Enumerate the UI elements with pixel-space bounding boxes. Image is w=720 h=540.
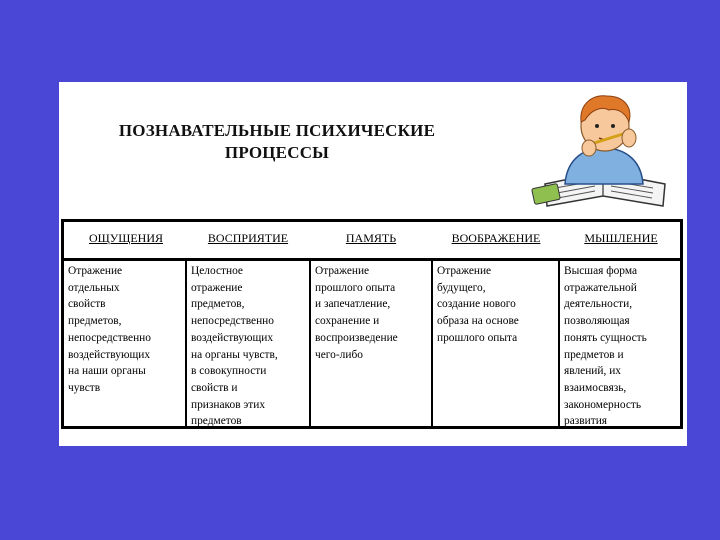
cell-line: воздействующих	[191, 331, 274, 344]
cell-line: Отражение	[437, 265, 492, 277]
cell-sensation	[64, 261, 185, 426]
cell-line: понять сущность	[564, 331, 647, 344]
cell-line: Целостное	[191, 265, 243, 277]
cell-line: позволяющая	[564, 315, 630, 328]
cell-line: будущего,	[437, 281, 486, 294]
cell-line: взаимосвязь,	[564, 381, 627, 394]
cell-imagination	[433, 261, 558, 426]
slide-title-line-2: ПРОЦЕССЫ	[224, 143, 330, 162]
cell-line: непосредственно	[191, 315, 274, 328]
cell-line: предметов	[191, 415, 242, 428]
cell-line: непосредственно	[68, 331, 151, 344]
cell-line: прошлого опыта	[437, 331, 518, 344]
cell-thinking	[560, 261, 680, 426]
cell-line: на наши органы	[68, 365, 146, 378]
cell-line: предметов,	[191, 298, 245, 311]
cell-line: образа на основе	[437, 315, 519, 328]
cell-line: признаков этих	[191, 398, 266, 411]
cell-line: сохранение и	[315, 315, 380, 328]
cell-line: свойств	[68, 298, 106, 311]
cell-line: Высшая форма	[564, 265, 638, 277]
student-thinking-illustration	[525, 88, 681, 216]
header-sensation: ОЩУЩЕНИЯ	[88, 231, 164, 245]
cell-perception	[187, 261, 309, 426]
cell-line: закономерность	[564, 398, 642, 411]
cell-line: создание нового	[437, 298, 516, 311]
header-imagination: ВООБРАЖЕНИЕ	[451, 231, 541, 245]
cell-line: свойств и	[191, 381, 238, 394]
cell-line: чувств	[68, 381, 101, 394]
header-thinking: МЫШЛЕНИЕ	[584, 231, 658, 245]
cell-line: Отражение	[315, 265, 370, 277]
header-memory: ПАМЯТЬ	[345, 231, 397, 245]
cell-line: отражательной	[564, 281, 637, 294]
cell-line: предметов,	[68, 315, 122, 328]
slide-title-line-1: ПОЗНАВАТЕЛЬНЫЕ ПСИХИЧЕСКИЕ	[118, 121, 436, 140]
cell-line: прошлого опыта	[315, 281, 396, 294]
cell-line: отдельных	[68, 281, 120, 294]
cell-line: предметов и	[564, 348, 624, 361]
cell-line: воздействующих	[68, 348, 151, 361]
table-header-row	[64, 222, 680, 261]
cell-line: чего-либо	[315, 348, 363, 361]
cell-line: и запечатление,	[315, 298, 391, 311]
slide-card	[59, 82, 687, 446]
cell-line: Отражение	[68, 265, 123, 277]
cognitive-processes-table	[61, 219, 683, 429]
cell-line: воспроизведение	[315, 331, 398, 344]
cell-line: в совокупности	[191, 365, 267, 378]
cell-line: явлений, их	[564, 365, 621, 378]
slide-title	[77, 120, 477, 164]
cell-line: отражение	[191, 281, 243, 294]
cell-line: деятельности,	[564, 298, 633, 311]
header-perception: ВОСПРИЯТИЕ	[207, 231, 289, 245]
cell-memory	[311, 261, 431, 426]
cell-line: развития	[564, 415, 608, 428]
cell-line: на органы чувств,	[191, 348, 278, 361]
